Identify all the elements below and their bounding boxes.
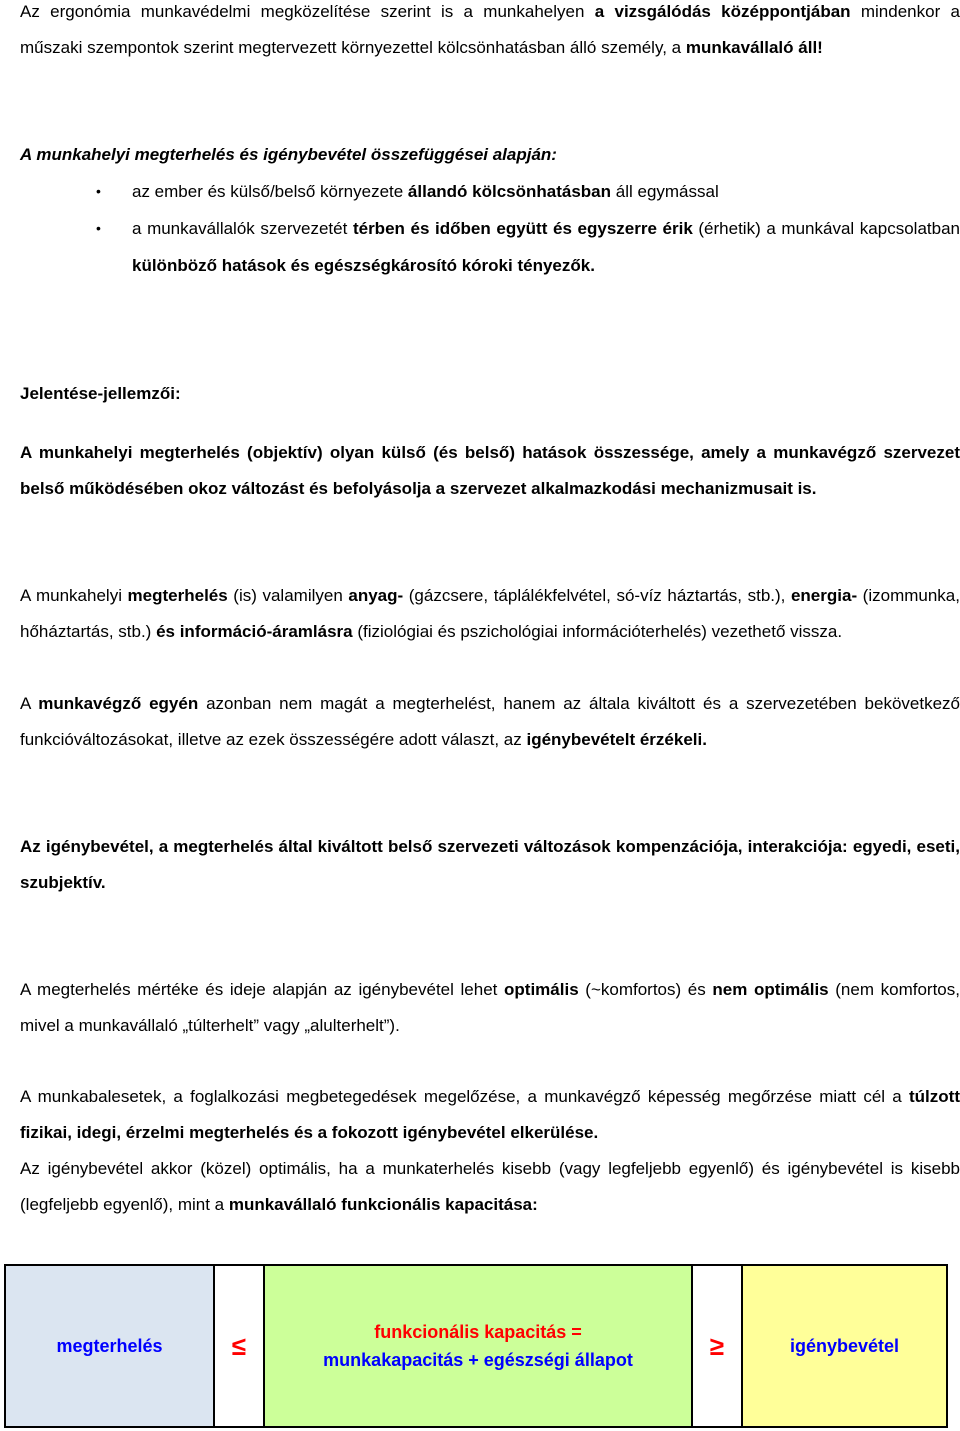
p3-text-2: azonban nem magát a megterhelést, hanem az általa kiváltott és a szervezetében bekövetkező funkcióváltozásokat, illetve az ezek összességére adott választ, az bbox=[20, 694, 960, 749]
section2-heading-text: Jelentése-jellemzői: bbox=[20, 384, 181, 403]
individual-paragraph bbox=[20, 686, 960, 758]
intro-paragraph bbox=[20, 0, 960, 66]
bullet-2-text-2: (érhetik) a munkával kapcsolatban bbox=[692, 219, 960, 238]
intro-text-2: mindenkor a műszaki szempontok szerint megtervezett környezettel kölcsönhatásban álló személy, a bbox=[20, 2, 960, 57]
p2-bold-3: energia- bbox=[790, 586, 858, 605]
load-cell: megterhelés bbox=[5, 1265, 214, 1427]
definition-text: A munkahelyi megterhelés (objektív) olyan külső (és belső) hatások összessége, amely a munkavégző szervezet belső működésében okoz változást és befolyásolja a szervezet alkalmazkodási mechanizmusait is. bbox=[20, 443, 960, 498]
s3p1-text-2: (~komfortos) és bbox=[578, 980, 713, 999]
bullet-dot-icon: • bbox=[96, 183, 101, 199]
functional-capacity-cell bbox=[264, 1265, 692, 1427]
bullet-item-2 bbox=[96, 210, 960, 284]
strain-definition-paragraph bbox=[20, 829, 960, 901]
bullet-2-bold-2: különböző hatások és egészségkárosító kóroki tényezők. bbox=[132, 256, 595, 275]
functional-capacity-label: funkcionális kapacitás = bbox=[374, 1322, 582, 1342]
p3-bold-1: munkavégző egyén bbox=[38, 694, 199, 713]
intro-bold-2: munkavállaló áll! bbox=[685, 38, 823, 57]
section2-heading bbox=[20, 376, 960, 412]
bullet-2-text-1: a munkavállalók szervezetét bbox=[132, 219, 353, 238]
strain-definition-text: Az igénybevétel, a megterhelés által kiváltott belső szervezeti változások kompenzációja, interakciója: egyedi, eseti, szubjektív. bbox=[20, 837, 960, 892]
p3-text-1: A bbox=[20, 694, 39, 713]
s3p1-bold-1: optimális bbox=[504, 980, 579, 999]
strain-cell: igénybevétel bbox=[742, 1265, 947, 1427]
s3p2-bold-1: túlzott fizikai, idegi, érzelmi megterhelés és a fokozott igénybevétel elkerülése. bbox=[20, 1087, 960, 1142]
p2-text-1: A munkahelyi bbox=[20, 586, 128, 605]
p2-text-3: (gázcsere, táplálékfelvétel, só-víz háztartás, stb.), bbox=[403, 586, 791, 605]
s3p3-bold-1: munkavállaló funkcionális kapacitása: bbox=[228, 1195, 538, 1214]
capacity-relation-table bbox=[4, 1264, 948, 1428]
optimal-paragraph bbox=[20, 972, 960, 1044]
p2-bold-2: anyag- bbox=[348, 586, 404, 605]
capacity-formula: munkakapacitás + egészségi állapot bbox=[323, 1350, 633, 1370]
greater-equal-symbol: ≥ bbox=[692, 1265, 742, 1427]
bullet-1-bold: állandó kölcsönhatásban bbox=[407, 182, 612, 201]
bullet-2-bold-1: térben és időben együtt és egyszerre érik bbox=[352, 219, 693, 238]
intro-text-1: Az ergonómia munkavédelmi megközelítése szerint is a munkahelyen bbox=[20, 2, 595, 21]
p2-text-4: (izommunka, hőháztartás, stb.) bbox=[20, 586, 960, 641]
p3-bold-2: igénybevételt érzékeli. bbox=[526, 730, 707, 749]
bullet-1-text-2: áll egymással bbox=[611, 182, 719, 201]
section1-heading-text: A munkahelyi megterhelés és igénybevétel összefüggései alapján: bbox=[20, 145, 557, 164]
bullet-1-text-1: az ember és külső/belső környezete bbox=[132, 182, 408, 201]
bullet-dot-icon: • bbox=[96, 220, 101, 236]
section1-heading bbox=[20, 137, 960, 173]
s3p1-text-1: A megterhelés mértéke és ideje alapján az igénybevétel lehet bbox=[20, 980, 505, 999]
p2-bold-1: megterhelés bbox=[127, 586, 228, 605]
less-equal-symbol: ≤ bbox=[214, 1265, 264, 1427]
s3p1-text-3: (nem komfortos, mivel a munkavállaló „túlterhelt” vagy „alulterhelt”). bbox=[20, 980, 960, 1035]
load-sources-paragraph bbox=[20, 578, 960, 650]
s3p2-text-1: A munkabalesetek, a foglalkozási megbetegedések megelőzése, a munkavégző képesség megőrzése miatt cél a bbox=[20, 1087, 910, 1106]
p2-text-5: (fiziológiai és pszichológiai információterhelés) vezethető vissza. bbox=[352, 622, 843, 641]
p2-bold-4: és információ-áramlásra bbox=[156, 622, 353, 641]
s3p1-bold-2: nem optimális bbox=[712, 980, 829, 999]
p2-text-2: (is) valamilyen bbox=[227, 586, 349, 605]
bullet-item-1 bbox=[96, 173, 960, 210]
s3p3-text-1: Az igénybevétel akkor (közel) optimális, ha a munkaterhelés kisebb (vagy legfeljebb egyenlő) és igénybevétel is kisebb (legfeljebb egyenlő), mint a bbox=[20, 1159, 960, 1214]
capacity-paragraph bbox=[20, 1151, 960, 1223]
intro-bold-1: a vizsgálódás középpontjában bbox=[594, 2, 851, 21]
prevention-paragraph bbox=[20, 1079, 960, 1151]
definition-paragraph bbox=[20, 435, 960, 507]
